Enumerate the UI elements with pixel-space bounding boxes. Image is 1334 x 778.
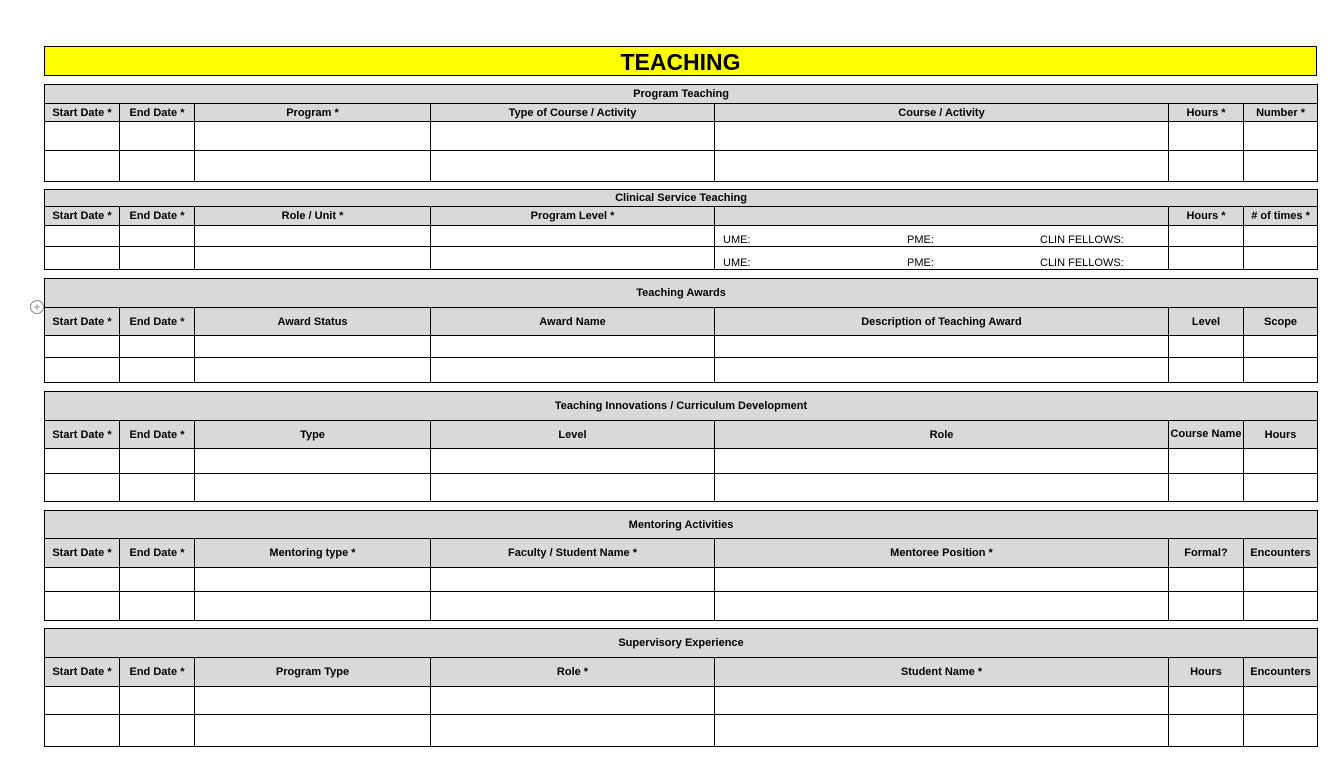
column-header-label: Mentoring type * xyxy=(269,547,356,559)
input-cell[interactable] xyxy=(195,247,431,270)
input-cell[interactable] xyxy=(715,568,1169,592)
column-header xyxy=(431,539,715,568)
supervisory-experience-table xyxy=(44,628,1318,747)
input-cell[interactable] xyxy=(195,715,431,747)
input-cell[interactable] xyxy=(45,715,120,747)
program-level-label: UME: xyxy=(723,234,751,246)
input-cell[interactable] xyxy=(45,592,120,621)
input-cell[interactable] xyxy=(1244,592,1318,621)
column-header xyxy=(45,421,120,449)
input-cell[interactable] xyxy=(45,151,120,182)
table-row xyxy=(45,568,1318,592)
column-header-label: End Date * xyxy=(129,106,185,119)
column-header xyxy=(1244,104,1318,122)
input-cell[interactable] xyxy=(195,449,431,474)
column-header xyxy=(1244,539,1318,568)
column-header xyxy=(715,421,1169,449)
input-cell[interactable] xyxy=(1244,687,1318,715)
column-header-label: Hours * xyxy=(1186,106,1226,119)
input-cell[interactable] xyxy=(1169,592,1244,621)
column-header xyxy=(1169,308,1244,336)
input-cell[interactable] xyxy=(431,449,715,474)
column-header-label: Faculty / Student Name * xyxy=(508,547,637,559)
column-header xyxy=(1169,207,1244,226)
column-header xyxy=(431,658,715,687)
input-cell[interactable] xyxy=(715,336,1169,358)
column-header xyxy=(45,658,120,687)
column-header-label: Start Date * xyxy=(52,106,112,119)
column-header xyxy=(715,539,1169,568)
input-cell[interactable] xyxy=(431,336,715,358)
input-cell[interactable] xyxy=(1244,151,1318,182)
column-header-label: End Date * xyxy=(129,315,185,328)
program-level-label: CLIN FELLOWS: xyxy=(1040,234,1124,246)
column-header-label: Program Type xyxy=(275,666,350,678)
section-title: Mentoring Activities xyxy=(45,511,1318,539)
input-cell[interactable] xyxy=(45,122,120,151)
input-cell[interactable] xyxy=(45,687,120,715)
column-header-label: End Date * xyxy=(129,666,185,678)
input-cell[interactable] xyxy=(1169,151,1244,182)
column-header-label: Hours xyxy=(1190,666,1222,678)
table-row xyxy=(45,715,1318,747)
section-title: Teaching Innovations / Curriculum Development xyxy=(45,392,1318,421)
column-header-label: Award Status xyxy=(277,315,348,328)
input-cell[interactable] xyxy=(120,151,195,182)
input-cell[interactable] xyxy=(431,568,715,592)
input-cell[interactable] xyxy=(45,247,120,270)
teaching-awards-table xyxy=(44,278,1318,383)
table-row xyxy=(45,449,1318,474)
column-header xyxy=(1169,421,1244,449)
column-header xyxy=(120,421,195,449)
input-cell[interactable] xyxy=(1169,687,1244,715)
header-row xyxy=(45,539,1318,568)
column-header xyxy=(1244,207,1318,226)
column-header xyxy=(1169,104,1244,122)
column-header xyxy=(715,207,1169,226)
column-header xyxy=(1244,308,1318,336)
column-header xyxy=(1169,658,1244,687)
input-cell[interactable] xyxy=(1244,474,1318,502)
column-header-label: Award Name xyxy=(539,315,606,328)
input-cell[interactable] xyxy=(120,449,195,474)
column-header-label: Student Name * xyxy=(900,666,983,678)
column-header-label: Role xyxy=(929,428,954,441)
input-cell[interactable] xyxy=(120,226,195,247)
column-header-label: Scope xyxy=(1264,315,1298,328)
input-cell[interactable] xyxy=(1244,226,1318,247)
input-cell[interactable] xyxy=(1244,449,1318,474)
program-level-label: UME: xyxy=(723,257,751,269)
input-cell[interactable] xyxy=(120,592,195,621)
input-cell[interactable] xyxy=(120,358,195,383)
input-cell[interactable] xyxy=(431,151,715,182)
input-cell[interactable] xyxy=(1244,336,1318,358)
input-cell[interactable] xyxy=(45,449,120,474)
input-cell[interactable] xyxy=(1244,247,1318,270)
input-cell[interactable] xyxy=(45,226,120,247)
column-header-label: # of times * xyxy=(1251,210,1310,222)
program-level-label: PME: xyxy=(907,257,934,269)
program-level-label: PME: xyxy=(907,234,934,246)
input-cell[interactable] xyxy=(431,247,715,270)
table-row xyxy=(45,122,1318,151)
column-header-label: Type xyxy=(300,428,325,441)
input-cell[interactable] xyxy=(195,568,431,592)
input-cell[interactable] xyxy=(195,122,431,151)
column-header-label: Number * xyxy=(1256,106,1305,119)
input-cell[interactable] xyxy=(1169,449,1244,474)
column-header xyxy=(195,308,431,336)
input-cell[interactable] xyxy=(1169,715,1244,747)
header-row xyxy=(45,658,1318,687)
input-cell[interactable] xyxy=(45,336,120,358)
column-header xyxy=(120,308,195,336)
column-header xyxy=(715,658,1169,687)
header-row xyxy=(45,104,1318,122)
header-row xyxy=(45,421,1318,449)
column-header-label: Role / Unit * xyxy=(281,210,344,222)
input-cell[interactable] xyxy=(120,715,195,747)
input-cell[interactable] xyxy=(715,151,1169,182)
column-header xyxy=(195,421,431,449)
input-cell[interactable] xyxy=(195,336,431,358)
input-cell[interactable] xyxy=(431,358,715,383)
column-header xyxy=(45,308,120,336)
input-cell[interactable] xyxy=(715,358,1169,383)
table-row xyxy=(45,358,1318,383)
column-header-label: Level xyxy=(1191,315,1221,328)
column-header-label: Encounters xyxy=(1250,547,1311,559)
column-header-label: Hours * xyxy=(1186,210,1226,222)
input-cell[interactable] xyxy=(1169,122,1244,151)
column-header xyxy=(120,207,195,226)
column-header-label: Encounters xyxy=(1250,666,1311,678)
program-teaching-table xyxy=(44,84,1318,182)
column-header-label: End Date * xyxy=(129,428,185,441)
section-title: Teaching Awards xyxy=(45,279,1318,308)
section-title: Clinical Service Teaching xyxy=(45,190,1318,207)
input-cell[interactable] xyxy=(431,474,715,502)
input-cell[interactable] xyxy=(120,122,195,151)
input-cell[interactable] xyxy=(1244,568,1318,592)
input-cell[interactable] xyxy=(1169,568,1244,592)
input-cell[interactable] xyxy=(715,247,1169,270)
input-cell[interactable] xyxy=(45,358,120,383)
input-cell[interactable] xyxy=(715,122,1169,151)
table-row xyxy=(45,336,1318,358)
input-cell[interactable] xyxy=(431,592,715,621)
section-title: Supervisory Experience xyxy=(45,629,1318,658)
input-cell[interactable] xyxy=(120,687,195,715)
column-header xyxy=(431,308,715,336)
input-cell[interactable] xyxy=(120,247,195,270)
input-cell[interactable] xyxy=(1169,226,1244,247)
input-cell[interactable] xyxy=(45,474,120,502)
column-header-label: Course / Activity xyxy=(898,106,985,119)
section-title: Program Teaching xyxy=(45,85,1318,104)
column-header-label: Type of Course / Activity xyxy=(508,106,637,119)
column-header-label: Program Level * xyxy=(530,210,615,222)
clinical-service-teaching-table xyxy=(44,189,1318,270)
input-cell[interactable] xyxy=(715,226,1169,247)
column-header xyxy=(195,207,431,226)
input-cell[interactable] xyxy=(120,474,195,502)
teaching-innovations-table xyxy=(44,391,1318,502)
input-cell[interactable] xyxy=(120,568,195,592)
header-row xyxy=(45,207,1318,226)
input-cell[interactable] xyxy=(431,226,715,247)
table-row xyxy=(45,226,1318,247)
column-header-label: Start Date * xyxy=(52,428,112,441)
page-title: TEACHING xyxy=(44,46,1317,76)
column-header xyxy=(195,658,431,687)
input-cell[interactable] xyxy=(715,474,1169,502)
input-cell[interactable] xyxy=(120,336,195,358)
column-header xyxy=(195,539,431,568)
input-cell[interactable] xyxy=(431,122,715,151)
column-header-label: Role * xyxy=(556,666,589,678)
column-header-label: Mentoree Position * xyxy=(890,547,993,559)
table-move-handle-icon[interactable]: + xyxy=(30,300,44,314)
input-cell[interactable] xyxy=(715,687,1169,715)
input-cell[interactable] xyxy=(1244,122,1318,151)
column-header-label: Start Date * xyxy=(52,315,112,328)
table-row xyxy=(45,247,1318,270)
input-cell[interactable] xyxy=(1169,474,1244,502)
input-cell[interactable] xyxy=(195,358,431,383)
header-row xyxy=(45,308,1318,336)
program-level-label: CLIN FELLOWS: xyxy=(1040,257,1124,269)
column-header-label: Description of Teaching Award xyxy=(861,315,1022,328)
column-header-label: End Date * xyxy=(129,547,185,559)
column-header xyxy=(431,104,715,122)
input-cell[interactable] xyxy=(195,474,431,502)
input-cell[interactable] xyxy=(715,592,1169,621)
input-cell[interactable] xyxy=(431,687,715,715)
input-cell[interactable] xyxy=(1244,358,1318,383)
input-cell[interactable] xyxy=(195,687,431,715)
column-header xyxy=(1244,658,1318,687)
input-cell[interactable] xyxy=(195,592,431,621)
input-cell[interactable] xyxy=(1169,358,1244,383)
column-header xyxy=(431,207,715,226)
input-cell[interactable] xyxy=(1169,247,1244,270)
column-header xyxy=(120,539,195,568)
input-cell[interactable] xyxy=(195,226,431,247)
column-header xyxy=(715,104,1169,122)
column-header xyxy=(715,308,1169,336)
table-row xyxy=(45,687,1318,715)
column-header-label: Start Date * xyxy=(52,547,112,559)
column-header xyxy=(45,104,120,122)
input-cell[interactable] xyxy=(715,715,1169,747)
column-header-label: Level xyxy=(558,428,587,441)
input-cell[interactable] xyxy=(45,568,120,592)
column-header xyxy=(1244,421,1318,449)
input-cell[interactable] xyxy=(1244,715,1318,747)
table-row xyxy=(45,151,1318,182)
mentoring-activities-table xyxy=(44,510,1318,621)
column-header xyxy=(1169,539,1244,568)
column-header xyxy=(120,104,195,122)
column-header-label: Course Name xyxy=(1170,428,1242,440)
input-cell[interactable] xyxy=(195,151,431,182)
table-row xyxy=(45,592,1318,621)
input-cell[interactable] xyxy=(1169,336,1244,358)
column-header-label: Hours xyxy=(1264,428,1297,441)
input-cell[interactable] xyxy=(431,715,715,747)
table-row xyxy=(45,474,1318,502)
column-header xyxy=(195,104,431,122)
column-header-label: Formal? xyxy=(1184,547,1228,559)
column-header xyxy=(45,539,120,568)
column-header-label: Start Date * xyxy=(52,210,112,222)
column-header xyxy=(120,658,195,687)
column-header xyxy=(45,207,120,226)
column-header-label: Start Date * xyxy=(52,666,112,678)
input-cell[interactable] xyxy=(715,449,1169,474)
column-header-label: Program * xyxy=(286,106,339,119)
column-header xyxy=(431,421,715,449)
column-header-label: End Date * xyxy=(129,210,185,222)
